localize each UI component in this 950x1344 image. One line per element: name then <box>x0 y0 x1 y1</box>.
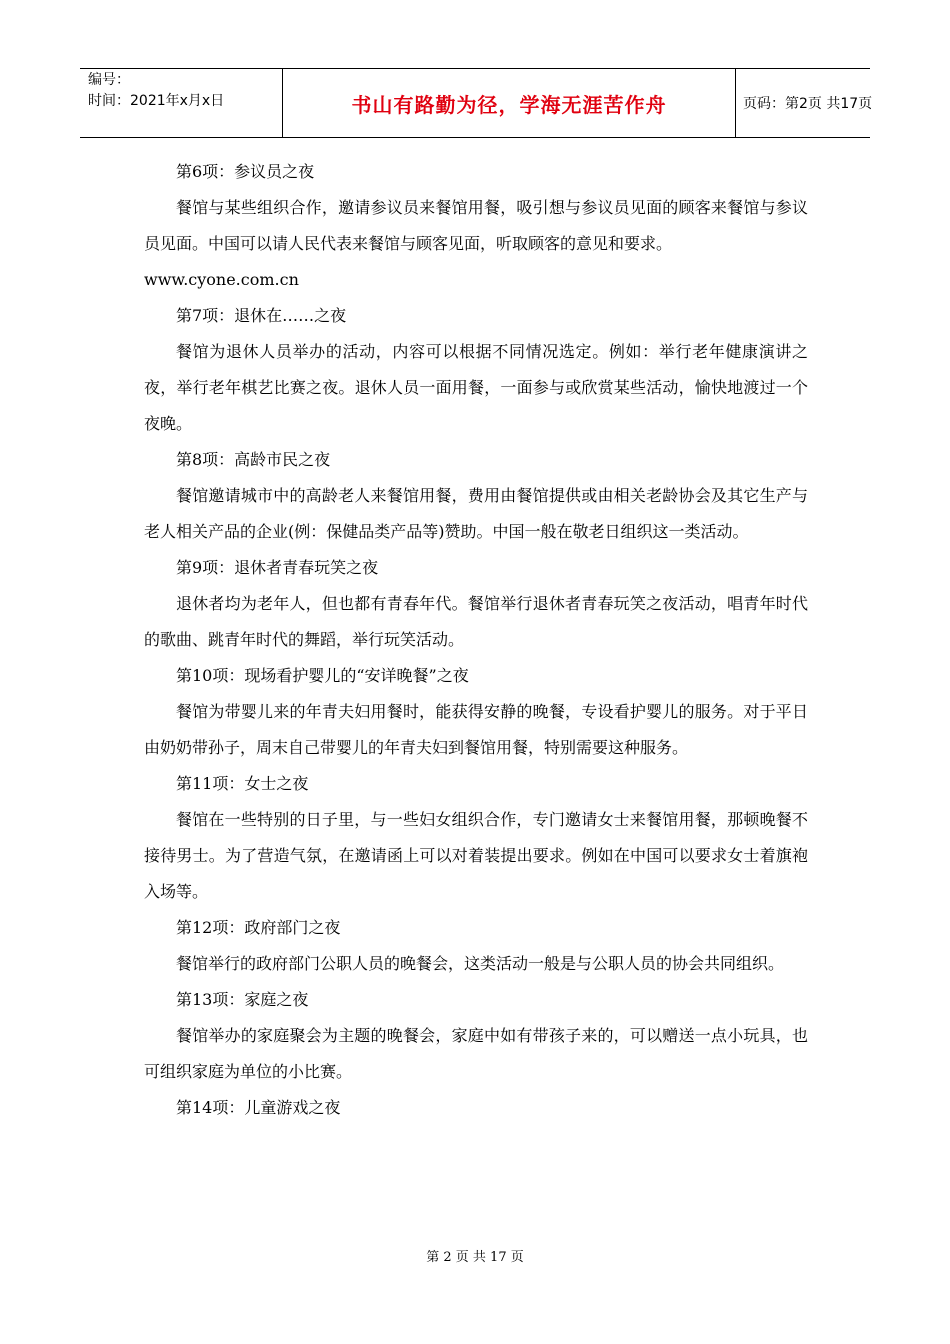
body-paragraph: 餐馆举办的家庭聚会为主题的晚餐会，家庭中如有带孩子来的，可以赠送一点小玩具，也可组织家庭为单位的小比赛。 <box>144 1026 808 1081</box>
header-page-info: 页码：第2页 共17页 <box>743 96 873 112</box>
section-heading: 第8项：高龄市民之夜 <box>176 450 331 469</box>
section-heading: 第7项：退休在……之夜 <box>176 306 347 325</box>
body-paragraph: 餐馆邀请城市中的高龄老人来餐馆用餐，费用由餐馆提供或由相关老龄协会及其它生产与老人相关产品的企业(例：保健品类产品等)赞助。中国一般在敬老日组织这一类活动。 <box>144 486 808 541</box>
website-link[interactable]: www.cyone.com.cn <box>144 270 299 289</box>
section-heading: 第9项：退休者青春玩笑之夜 <box>176 558 379 577</box>
document-body <box>144 154 808 1126</box>
document-time-label: 时间：2021年x月x日 <box>88 93 225 109</box>
page-footer: 第 2 页 共 17 页 <box>426 1250 524 1265</box>
body-paragraph: 退休者均为老年人，但也都有青春年代。餐馆举行退休者青春玩笑之夜活动，唱青年时代的歌曲、跳青年时代的舞蹈，举行玩笑活动。 <box>144 594 808 649</box>
section-heading: 第13项：家庭之夜 <box>176 990 309 1009</box>
page-header <box>80 68 873 138</box>
document-number-label: 编号： <box>88 72 130 88</box>
header-meta-cell <box>80 69 282 137</box>
header-page-cell <box>735 69 873 137</box>
body-paragraph: 餐馆举行的政府部门公职人员的晚餐会，这类活动一般是与公职人员的协会共同组织。 <box>176 954 785 973</box>
section-heading: 第11项：女士之夜 <box>176 774 309 793</box>
body-paragraph: 餐馆为退休人员举办的活动，内容可以根据不同情况选定。例如：举行老年健康演讲之夜，举行老年棋艺比赛之夜。退休人员一面用餐，一面参与或欣赏某些活动，愉快地渡过一个夜晚。 <box>144 342 808 433</box>
body-paragraph: 餐馆与某些组织合作，邀请参议员来餐馆用餐，吸引想与参议员见面的顾客来餐馆与参议员见面。中国可以请人民代表来餐馆与顾客见面，听取顾客的意见和要求。 <box>144 198 808 253</box>
section-heading: 第6项：参议员之夜 <box>176 162 315 181</box>
body-paragraph: 餐馆在一些特别的日子里，与一些妇女组织合作，专门邀请女士来餐馆用餐，那顿晚餐不接待男士。为了营造气氛，在邀请函上可以对着装提出要求。例如在中国可以要求女士着旗袍入场等。 <box>144 810 808 901</box>
section-heading: 第12项：政府部门之夜 <box>176 918 341 937</box>
section-heading: 第10项：现场看护婴儿的“安详晚餐”之夜 <box>176 666 469 685</box>
body-paragraph: 餐馆为带婴儿来的年青夫妇用餐时，能获得安静的晚餐，专设看护婴儿的服务。对于平日由奶奶带孙子，周末自己带婴儿的年青夫妇到餐馆用餐，特别需要这种服务。 <box>144 702 808 757</box>
header-motto: 书山有路勤为径，学海无涯苦作舟 <box>351 92 667 117</box>
section-heading: 第14项：儿童游戏之夜 <box>176 1098 341 1117</box>
header-motto-cell <box>282 69 736 137</box>
